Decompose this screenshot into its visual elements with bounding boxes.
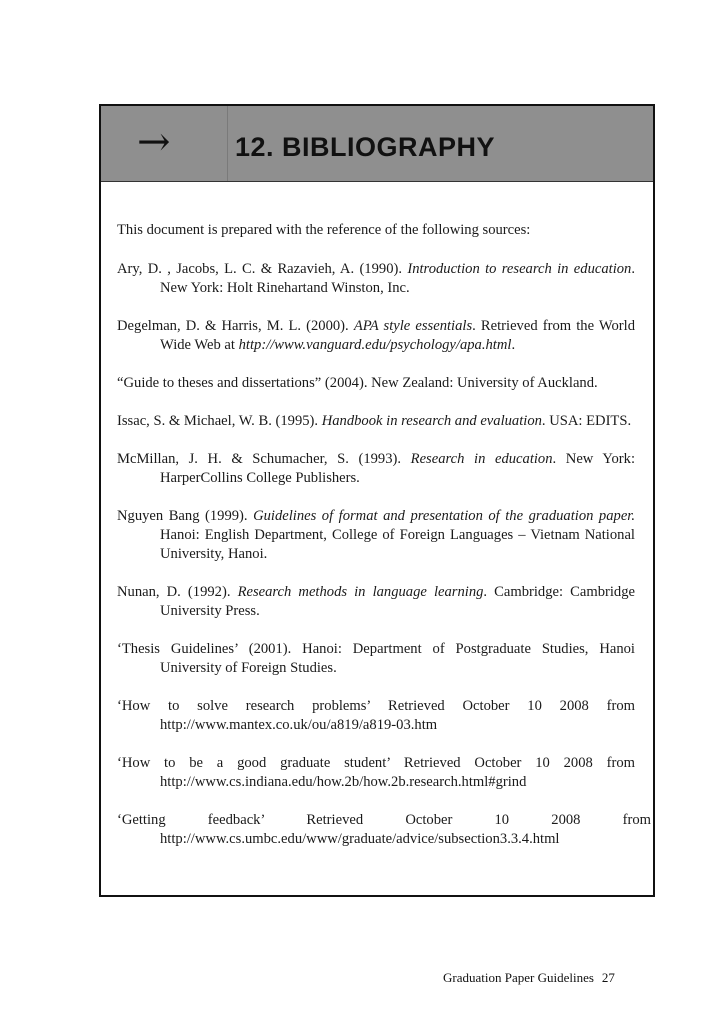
reference-text: ‘How to solve research problems’ Retrieved October 10 2008 from http://www.mantex.co.uk/ou/a819/a819-03.htm	[117, 698, 635, 733]
reference-url: http://www.vanguard.edu/psychology/apa.html	[238, 337, 512, 353]
reference-title: Research methods in language learning	[237, 584, 484, 600]
reference-text: ‘Thesis Guidelines’ (2001). Hanoi: Department of Postgraduate Studies, Hanoi University of Foreign Studies.	[117, 641, 635, 676]
reference-title: Research in education	[410, 451, 553, 467]
reference-text: ‘How to be a good graduate student’ Retrieved October 10 2008 from http://www.cs.indiana.edu/how.2b/how.2b.research.html#grind	[117, 755, 635, 790]
reference-text: . USA: EDITS.	[541, 413, 632, 429]
reference-text: Ary, D. , Jacobs, L. C. & Razavieh, A. (1990).	[117, 261, 408, 277]
page-number: 27	[601, 970, 615, 985]
reference-title: APA style essentials	[353, 318, 473, 334]
intro-text: This document is prepared with the reference of the following sources:	[117, 222, 531, 238]
reference-text: . New York: Holt Rinehartand Winston, Inc.	[160, 261, 635, 296]
reference-title: Guidelines of format and presentation of the graduation paper.	[253, 508, 636, 524]
section-header	[101, 106, 653, 182]
reference-text: Nguyen Bang (1999).	[117, 508, 254, 524]
reference-text: . New York: HarperCollins College Publishers.	[160, 451, 635, 486]
reference-text: . Cambridge: Cambridge University Press.	[160, 584, 635, 619]
reference-title: Handbook in research and evaluation	[321, 413, 542, 429]
reference-item	[117, 260, 635, 298]
reference-text: McMillan, J. H. & Schumacher, S. (1993).	[117, 451, 411, 467]
reference-title: Introduction to research in education	[407, 261, 632, 277]
reference-text: .	[511, 337, 516, 353]
reference-text: . Retrieved from the World Wide Web at	[160, 318, 636, 353]
reference-text: Issac, S. & Michael, W. B. (1995).	[117, 413, 322, 429]
reference-item	[117, 412, 635, 431]
reference-item	[117, 754, 635, 792]
arrow-cell	[101, 106, 228, 181]
right-arrow-icon: →	[137, 119, 171, 165]
page-title: 12. BIBLIOGRAPHY	[235, 132, 496, 162]
bibliography-content	[117, 221, 651, 868]
reference-item	[117, 374, 635, 393]
page-footer	[443, 970, 615, 986]
reference-item	[117, 583, 635, 621]
reference-item	[117, 697, 635, 735]
reference-item	[117, 507, 635, 564]
reference-text: Hanoi: English Department, College of Foreign Languages – Vietnam National University, Hanoi.	[160, 527, 635, 562]
page-frame	[99, 104, 655, 897]
reference-item	[117, 317, 635, 355]
reference-item	[117, 450, 635, 488]
reference-text: Nunan, D. (1992).	[117, 584, 238, 600]
reference-text: “Guide to theses and dissertations” (2004). New Zealand: University of Auckland.	[117, 375, 598, 391]
reference-item	[117, 640, 635, 678]
reference-item	[117, 811, 651, 849]
footer-label: Graduation Paper Guidelines	[443, 970, 594, 985]
reference-text: Degelman, D. & Harris, M. L. (2000).	[117, 318, 354, 334]
reference-text: ‘Getting feedback’ Retrieved October 10 2008 from http://www.cs.umbc.edu/www/graduate/advice/subsection3.3.4.html	[117, 812, 651, 847]
